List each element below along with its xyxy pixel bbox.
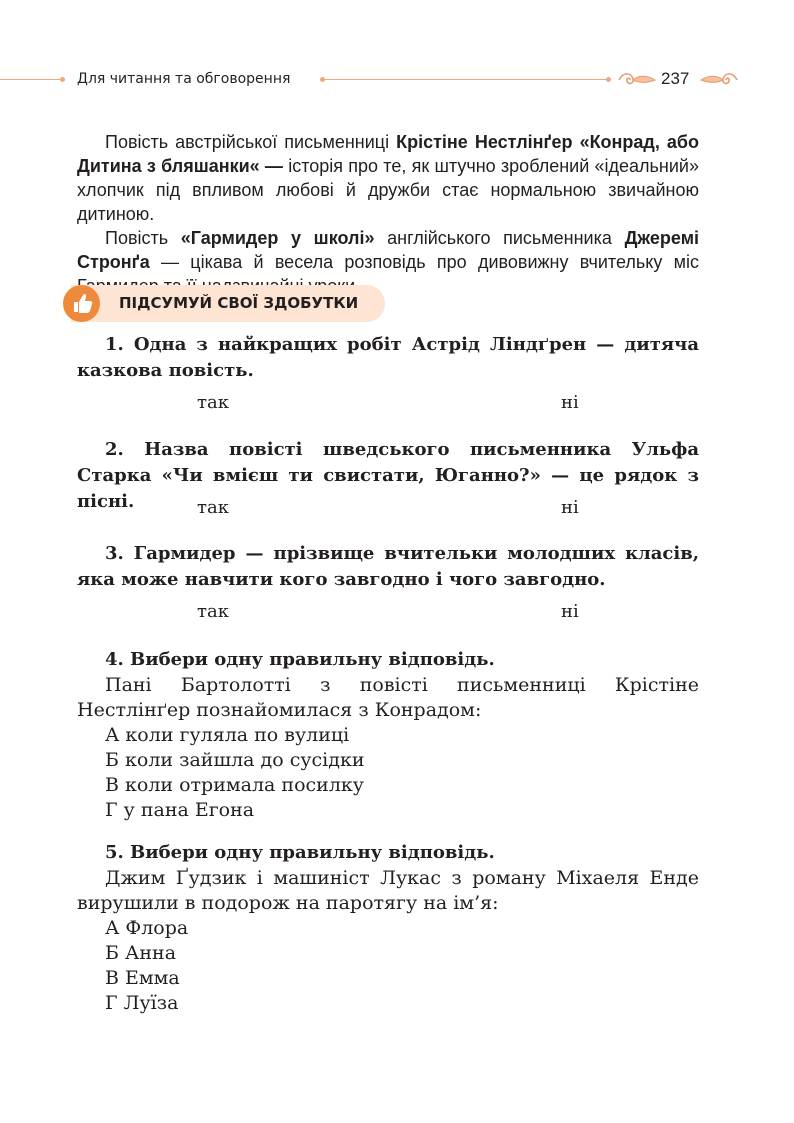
question-4 [77, 647, 699, 823]
page-header [0, 62, 794, 98]
intro-paragraph-1: Повість австрійської письменниці Крістіне Нестлінґер «Конрад, або Дитина з бляшанки« — історія про те, як штучно зроблений «ідеальний» хлопчик під впливом любові й дружби стає нормальною звичайною дитиною. [77, 132, 699, 224]
question-text: 2. Назва повісті шведського письменника Ульфа Старка «Чи вмієш ти свистати, Юганно?» — це рядок з пісні. [77, 439, 699, 512]
thumbs-up-icon [63, 285, 100, 322]
book-title: «Гармидер у школі» [180, 228, 375, 248]
swirl-ornament-icon [617, 71, 657, 89]
option-c[interactable]: В коли отримала посилку [105, 774, 364, 796]
header-rule-left [0, 79, 63, 80]
option-a[interactable]: А Флора [105, 917, 189, 939]
option-d[interactable]: Г Луїза [105, 992, 179, 1014]
option-c[interactable]: В Емма [105, 967, 180, 989]
answer-no-3[interactable]: ні [561, 601, 579, 622]
question-2 [77, 437, 699, 515]
book-title: «Конрад, або Дитина з бляшанки« — [77, 132, 699, 176]
swirl-ornament-icon [699, 71, 739, 89]
banner-title: ПІДСУМУЙ СВОЇ ЗДОБУТКИ [119, 294, 359, 312]
option-b[interactable]: Б коли зайшла до сусідки [105, 749, 365, 771]
question-title: 4. Вибери одну правильну відповідь. [105, 649, 495, 670]
header-rule-middle [322, 79, 609, 80]
options-list [77, 916, 699, 1016]
option-a[interactable]: А коли гуляла по вулиці [105, 724, 350, 746]
answer-no-1[interactable]: ні [561, 392, 579, 413]
option-b[interactable]: Б Анна [105, 942, 177, 964]
intro-paragraph-2: Повість «Гармидер у школі» англійського письменника Джеремі Стронґа — цікава й весела розповідь про дивовижну вчительку міс [77, 228, 700, 272]
answer-no-2[interactable]: ні [561, 497, 579, 518]
question-stem: Джим Ґудзик і машиніст Лукас з роману Міхаеля Енде вирушили в подорож на паротягу на ім’я: [77, 867, 699, 914]
question-text: 1. Одна з найкращих робіт Астрід Ліндґрен — дитяча казкова повість. [77, 334, 699, 381]
answer-yes-2[interactable]: так [197, 497, 229, 518]
question-title: 5. Вибери одну правильну відповідь. [105, 842, 495, 863]
answer-yes-3[interactable]: так [197, 601, 229, 622]
question-text: 3. Гармидер — прізвище вчительки молодших класів, яка може навчити кого завгодно і чого завгодно. [77, 543, 699, 590]
answer-yes-1[interactable]: так [197, 392, 229, 413]
section-title: Для читання та обговорення [77, 71, 291, 87]
question-3 [77, 541, 699, 593]
author-name: Джеремі Стронґа [77, 228, 700, 272]
intro-text [77, 130, 699, 298]
options-list [77, 723, 699, 823]
option-d[interactable]: Г у пана Егона [105, 799, 255, 821]
question-1 [77, 332, 699, 384]
question-stem: Пані Бартолотті з повісті письменниці Крістіне Нестлінґер познайомилася з Конрадом: [77, 674, 699, 721]
author-name: Крістіне Нестлінґер [396, 132, 573, 152]
section-banner [63, 285, 385, 322]
question-5 [77, 840, 699, 1016]
page-number: 237 [661, 69, 690, 88]
